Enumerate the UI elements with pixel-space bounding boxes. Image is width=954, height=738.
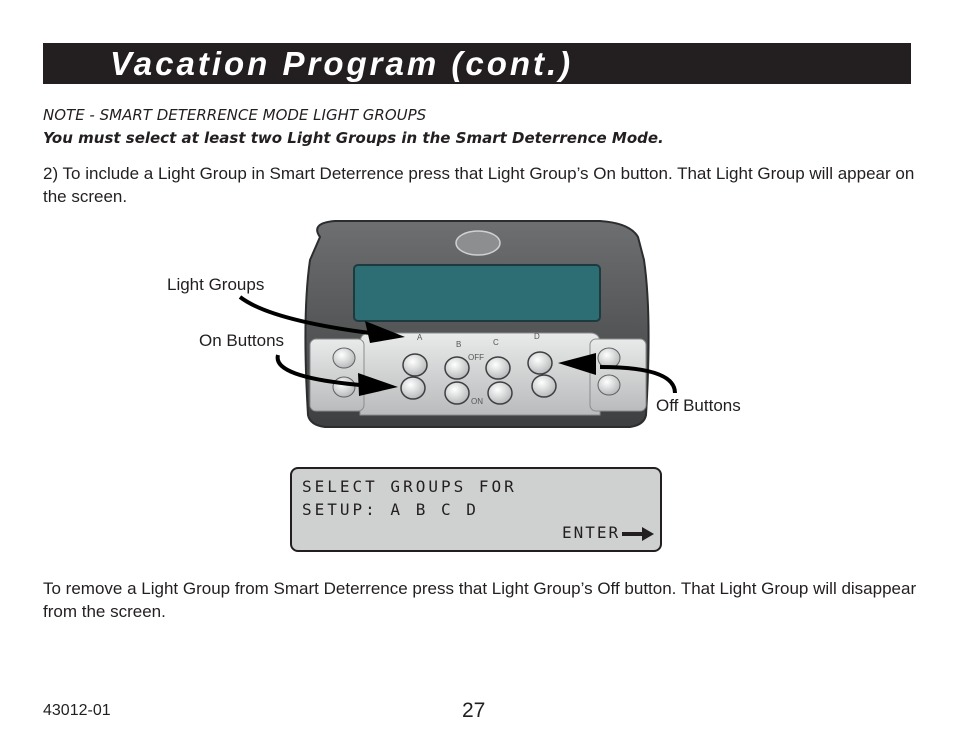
removal-paragraph: To remove a Light Group from Smart Deterrence press that Light Group’s Off button. That Light Group will disappear from the screen. — [43, 579, 917, 621]
on-button-b — [445, 382, 469, 404]
side-button-icon — [598, 348, 620, 368]
page-title: Vacation Program (cont.) — [110, 45, 574, 82]
group-letter-c: C — [493, 338, 499, 347]
title-bar — [43, 43, 911, 84]
side-button-icon — [598, 375, 620, 395]
page-number: 27 — [462, 699, 486, 722]
side-button-icon — [333, 348, 355, 368]
off-buttons-callout: Off Buttons — [656, 396, 741, 415]
side-button-icon — [333, 377, 355, 397]
on-button-d — [532, 375, 556, 397]
off-button-d — [528, 352, 552, 374]
on-buttons-callout: On Buttons — [199, 331, 285, 350]
note-text: You must select at least two Light Groups in the Smart Deterrence Mode. — [43, 129, 664, 147]
light-groups-callout: Light Groups — [167, 275, 265, 294]
device-screen — [354, 265, 600, 321]
on-button-c — [488, 382, 512, 404]
group-letter-b: B — [456, 340, 462, 349]
on-label: ON — [471, 397, 483, 406]
document-code: 43012-01 — [43, 702, 111, 719]
off-button-a — [403, 354, 427, 376]
off-button-b — [445, 357, 469, 379]
on-button-a — [401, 377, 425, 399]
lcd-enter-label: ENTER — [562, 523, 621, 542]
lcd-line-1: SELECT GROUPS FOR — [302, 477, 517, 496]
off-label: OFF — [468, 353, 484, 362]
note-heading: NOTE - SMART DETERRENCE MODE LIGHT GROUPS — [43, 106, 427, 124]
lcd-line-2: SETUP: A B C D — [302, 500, 479, 519]
group-letter-d: D — [534, 332, 540, 341]
brand-logo-icon — [456, 231, 500, 255]
group-letter-a: A — [417, 333, 423, 342]
lcd-display-example — [290, 467, 662, 552]
off-button-c — [486, 357, 510, 379]
enter-arrow-icon — [622, 526, 654, 542]
right-side-pad — [590, 339, 646, 411]
step-2-paragraph: 2) To include a Light Group in Smart Deterrence press that Light Group’s On button. That Light Group will appear on the screen. — [43, 164, 915, 206]
